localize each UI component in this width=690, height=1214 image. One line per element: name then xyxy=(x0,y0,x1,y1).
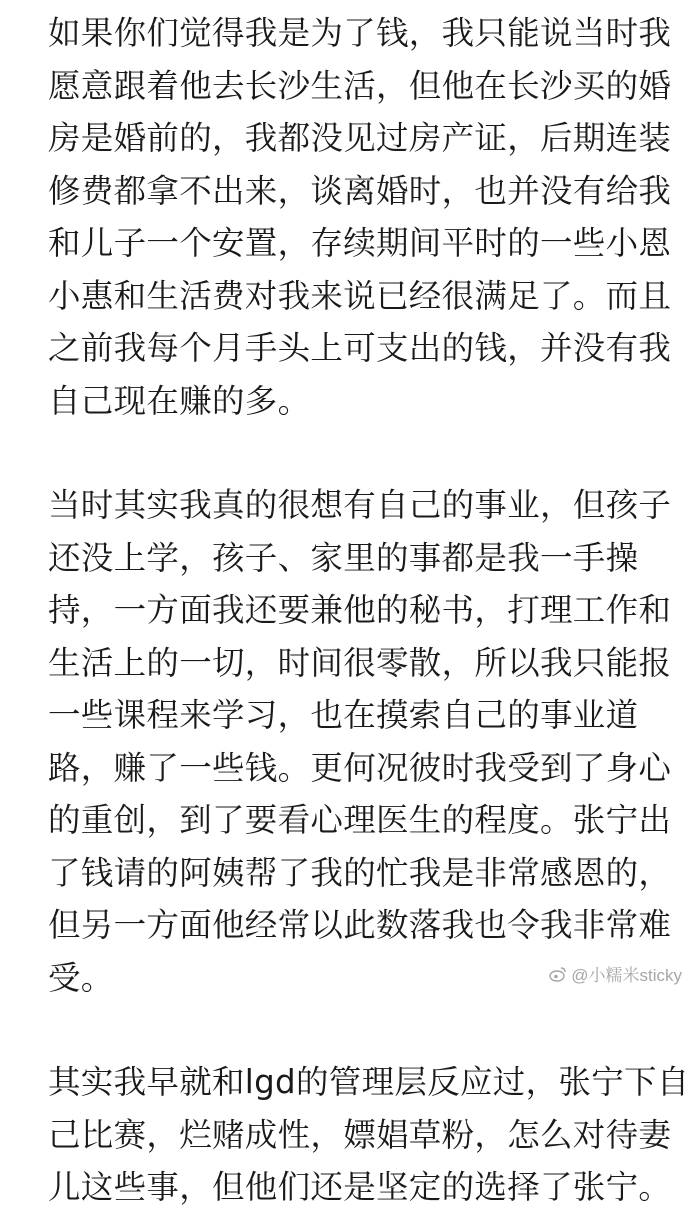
text-line: 持，一方面我还要兼他的秘书，打理工作和 xyxy=(48,591,672,629)
paragraph-3 xyxy=(48,1056,690,1214)
text-line: 和儿子一个安置，存续期间平时的一些小恩 xyxy=(48,224,672,262)
text-line: 愿意跟着他去长沙生活，但他在长沙买的婚 xyxy=(48,66,672,105)
weibo-icon xyxy=(549,965,567,983)
article-body xyxy=(48,0,690,1214)
paragraph-1 xyxy=(48,0,672,427)
text-line: 生活上的一切，时间很零散，所以我只能报 xyxy=(48,643,672,682)
text-line: 一些课程来学习，也在摸索自己的事业道 xyxy=(48,696,639,734)
text-line: 儿这些事，但他们还是坚定的选择了张宁。 xyxy=(48,1168,672,1206)
text-line: 自己现在赚的多。 xyxy=(48,381,311,420)
watermark xyxy=(549,961,682,986)
text-line: 了钱请的阿姨帮了我的忙我是非常感恩的， xyxy=(48,853,672,892)
text-line: 其实我早就和lgd的管理层反应过，张宁下自 xyxy=(48,1063,690,1101)
text-line: 小惠和生活费对我来说已经很满足了。而且 xyxy=(48,276,672,315)
text-line: 当时其实我真的很想有自己的事业，但孩子 xyxy=(48,486,672,524)
text-line: 房是婚前的，我都没见过房产证，后期连装 xyxy=(48,119,672,157)
text-line: 路，赚了一些钱。更何况彼时我受到了身心 xyxy=(48,748,672,787)
text-line: 己比赛，烂赌成性，嫖娼草粉，怎么对待妻 xyxy=(48,1115,672,1154)
text-line: 的重创，到了要看心理医生的程度。张宁出 xyxy=(48,801,672,839)
watermark-text: @小糯米sticky xyxy=(571,966,682,985)
paragraph-2 xyxy=(48,479,672,1004)
text-line: 之前我每个月手头上可支出的钱，并没有我 xyxy=(48,329,672,367)
text-line: 受。 xyxy=(48,958,114,997)
text-line: 如果你们觉得我是为了钱，我只能说当时我 xyxy=(48,14,672,52)
text-line: 还没上学，孩子、家里的事都是我一手操 xyxy=(48,538,639,577)
text-line: 修费都拿不出来，谈离婚时，也并没有给我 xyxy=(48,171,672,210)
text-line: 但另一方面他经常以此数落我也令我非常难 xyxy=(48,906,672,944)
